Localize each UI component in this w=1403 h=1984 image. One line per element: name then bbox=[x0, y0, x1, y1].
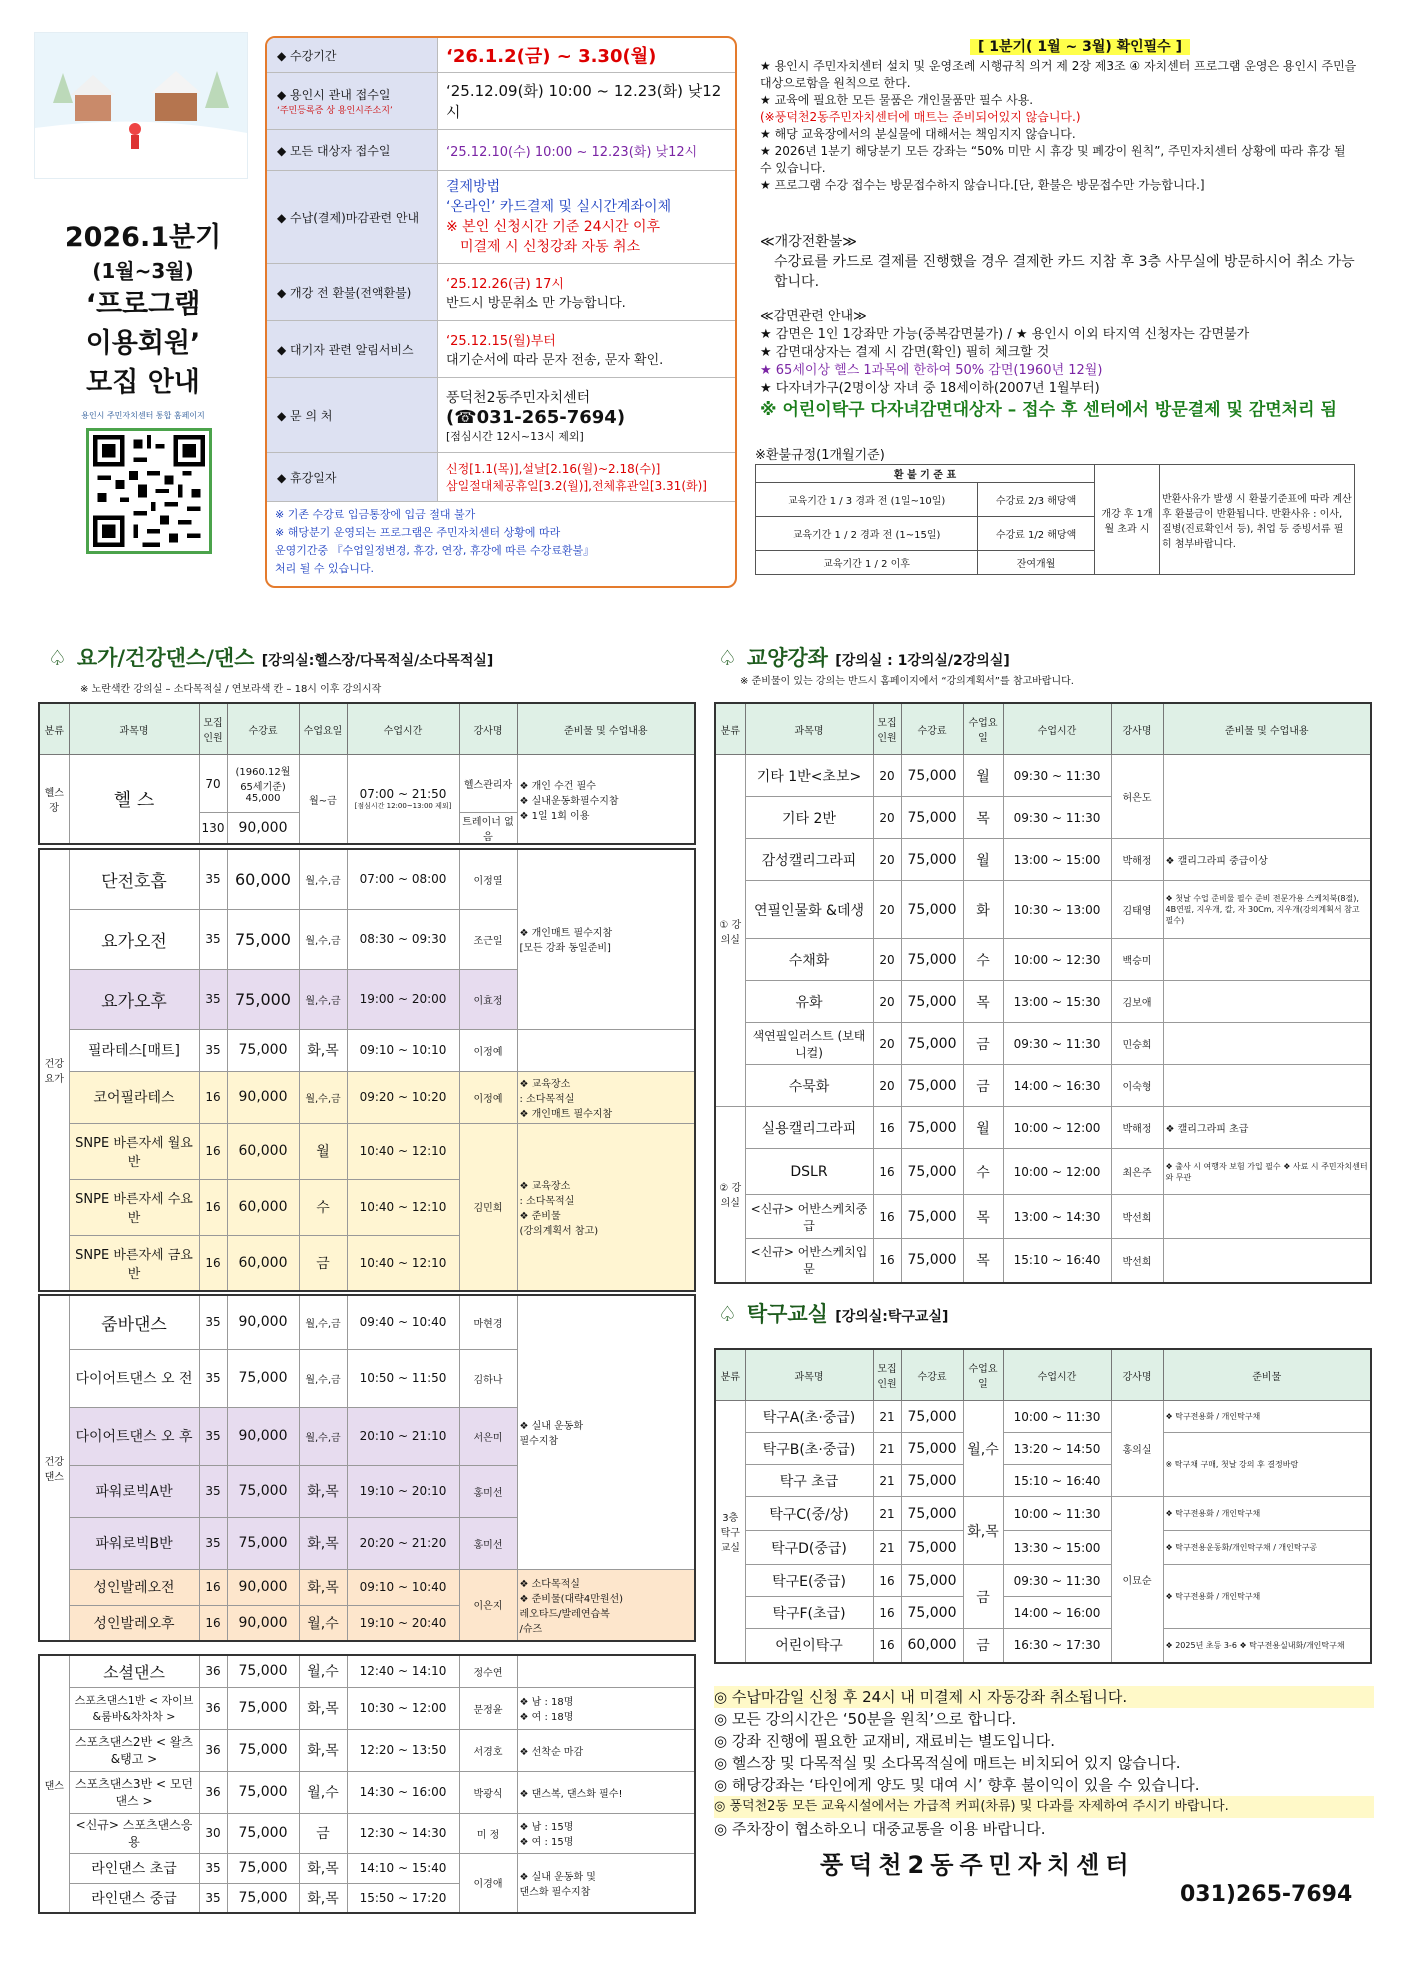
table-row: ② 강의실 실용캘리그라피 16 75,000 월 10:00 ~ 12:00 박해정 ❖ 캘리그라피 초급 bbox=[715, 1107, 1371, 1149]
info-box bbox=[265, 36, 737, 588]
info-label: ◆ 수강기간 bbox=[267, 38, 438, 72]
table-row: 요가오전 35 75,000 월,수,금 08:30 ~ 09:30 조근일 bbox=[39, 909, 695, 969]
table-row: <신규> 스포츠댄스응용 30 75,000 금 12:30 ~ 14:30 미 정 ❖ 남 : 15명 ❖ 여 : 15명 bbox=[39, 1813, 695, 1853]
table-row: 색연필일러스트 (보태니컬) 20 75,000 금 09:30 ~ 11:30 민승희 bbox=[715, 1023, 1371, 1065]
bottom-notes: ◎ 수납마감일 신청 후 24시 내 미결제 시 자동강좌 취소됩니다. ◎ 모든 강의시간은 ‘50분을 원칙’으로 합니다. ◎ 강좌 진행에 필요한 교재비, 재료비는 별도입니다. ◎ 헬스장 및 다목적실 및 소다목적실에 매트는 비치되어 있지 않습니다. ◎ 해당강좌는 ‘타인에게 양도 및 대여 시’ 향후 불이익이 있을 수 있습니다. ◎ 풍덕천2동 모든 교육시설에서는 가급적 커피(차류) 및 다과를 자제하여 주시기 바랍니다. ◎ 주차장이 협소하오니 대중교통을 이용 바랍니다. bbox=[714, 1686, 1374, 1840]
info-label: ◆ 대기자 관련 알림서비스 bbox=[267, 321, 438, 377]
table-row: SNPE 바른자세 월요반 16 60,000 월 10:40 ~ 12:10 김민희 ❖ 교육장소 : 소다목적실 ❖ 준비물 (강의계획서 참고) bbox=[39, 1123, 695, 1179]
title-line: (1월~3월) bbox=[92, 259, 194, 283]
info-row-period bbox=[267, 38, 735, 73]
refund-section: ≪개강전환불≫ 수강료를 카드로 결제를 진행했을 경우 결제한 카드 지참 후 3층 사무실에 방문하시어 취소 가능합니다. bbox=[760, 234, 1355, 290]
table-row: 감성캘리그라피 20 75,000 월 13:00 ~ 15:00 박해정 ❖ 캘리그라피 중급이상 bbox=[715, 839, 1371, 881]
table-row: 3층 탁구교실 탁구A(초·중급) 21 75,000 월,수 10:00 ~ 11:30 홍의실 ❖ 탁구전용화 / 개인탁구채 bbox=[715, 1401, 1371, 1433]
culture-heading: ♤ 교양강좌 [강의실 : 1강의실/2강의실] bbox=[718, 646, 1010, 670]
tt-table: 분류 과목명 모집인원 수강료 수업요일 수업시간 강사명 준비물 3층 탁구교실 탁구A(초·중급) 21 75,000 월,수 10:00 ~ 11:30 홍의실 ❖ 탁구전용화 / 개인탁구채 탁구B(초·중급) 21 75,000 13:20 ~ 14:50 ※ 탁구채 구매, 첫날 강의 후 결정바람 탁구 초급 21 75,000 15:10 ~ 16:40 탁구C(중/상) 21 75,000 화,목 10:00 ~ 11:30 이묘순 ❖ 탁구전용화 / 개인탁구채 탁구D(중급) 21 75,000 13:30 ~ 15:00 ❖ 탁구전용운동화/개인탁구채 / 개인탁구공 탁구E(중급) 16 75,000 금 09:30 ~ 11:30 ❖ 탁구전용화 / 개인탁구채 탁구F(초급) 16 75,000 14:00 ~ 16:00 어린이탁구 16 60,000 금 16:30 ~ 17:30 ❖ 2025년 초등 3-6 ❖ 탁구전용실내화/개인탁구채 bbox=[714, 1348, 1372, 1664]
info-label: ◆ 문 의 처 bbox=[267, 378, 438, 452]
refund-table: 환 불 기 준 표 개강 후 1개월 초과 시 반환사유가 발생 시 환불기준표에 따라 계산 후 환불금이 반환됩니다. 반환사유 : 이사, 질병(진료확인서 등), 취업 등 증빙서류 필히 첨부바랍니다. 교육기간 1 / 3 경과 전 (1일~10일) 수강료 2/3 해당액 교육기간 1 / 2 경과 전 (1~15일) 수강료 1/2 해당액 교육기간 1 / 2 이후 잔여개월 bbox=[755, 464, 1355, 575]
table-row: 기타 2반 20 75,000 목 09:30 ~ 11:30 bbox=[715, 797, 1371, 839]
table-row: 스포츠댄스2반 < 왈츠&탱고 > 36 75,000 화,목 12:20 ~ 13:50 서경호 ❖ 선착순 마감 bbox=[39, 1729, 695, 1771]
title-line: ‘프로그램 bbox=[85, 289, 201, 320]
info-notes: ※ 기존 수강료 입금통장에 입금 절대 불가 ※ 해당분기 운영되는 프로그램은 주민자치센터 상황에 따라 운영기간중 『수업일정변경, 휴강, 연장, 휴강에 따른 수강료환불』 처리 될 수 있습니다. bbox=[275, 508, 595, 575]
table-row: 탁구F(초급) 16 75,000 14:00 ~ 16:00 bbox=[715, 1597, 1371, 1629]
homepage-label: 용인시 주민자치센터 통합 홈페이지 bbox=[81, 411, 205, 420]
info-row-refund bbox=[267, 264, 735, 321]
spade-icon: ♤ bbox=[48, 646, 67, 670]
table-row: <신규> 어반스케치입문 16 75,000 목 15:10 ~ 16:40 박선희 bbox=[715, 1239, 1371, 1283]
info-row-all bbox=[267, 130, 735, 171]
yoga-table-2 bbox=[38, 848, 696, 1292]
info-row-waitlist bbox=[267, 321, 735, 378]
table-row: 파워로빅B반 35 75,000 화,목 20:20 ~ 21:20 홍미선 bbox=[39, 1517, 695, 1569]
info-label: ◆ 수납(결제)마감관련 안내 bbox=[267, 171, 438, 263]
table-row: 요가오후 35 75,000 월,수,금 19:00 ~ 20:00 이효정 bbox=[39, 969, 695, 1029]
info-value: 신정[1.1(목)],설날[2.16(월)~2.18(수)] 삼일절대체공휴일[3.2(월)],전체휴관일[3.31(화)] bbox=[446, 462, 707, 493]
table-row: 라인댄스 중급 35 75,000 화,목 15:50 ~ 17:20 bbox=[39, 1883, 695, 1913]
table-row: 다이어트댄스 오 전 35 75,000 월,수,금 10:50 ~ 11:50 김하나 bbox=[39, 1349, 695, 1407]
info-value: 결제방법 ‘온라인’ 카드결제 및 실시간계좌이체 ※ 본인 신청시간 기준 24시간 이후 미결제 시 신청강좌 자동 취소 bbox=[446, 179, 672, 255]
table-row: 유화 20 75,000 목 13:00 ~ 15:30 김보애 bbox=[715, 981, 1371, 1023]
yoga-heading: ♤ 요가/건강댄스/댄스 [강의실:헬스장/다목적실/소다목적실] bbox=[48, 646, 494, 670]
info-label: ◆ 개강 전 환불(전액환불) bbox=[267, 264, 438, 320]
notice-list: ★ 용인시 주민자치센터 설치 및 운영조례 시행규칙 의거 제 2장 제3조 ④ 자치센터 프로그램 운영은 용인시 주민을 대상으로함을 원칙으로 한다. ★ 교육에 필요한 모든 물품은 개인물품만 필수 사용. (※풍덕천2동주민자치센터에 매트는 준비되어있지 않습니다.) ★ 해당 교육장에서의 분실물에 대해서는 책임지지 않습니다. ★ 2026년 1분기 해당분기 모든 강좌는 “50% 미만 시 휴강 및 폐강이 원칙”, 주민자치센터 상황에 따라 휴강 될 수 있습니다. ★ 프로그램 수강 접수는 방문접수하지 않습니다.[단, 환불은 방문접수만 가능합니다.] bbox=[760, 59, 1357, 192]
table-row: 탁구D(중급) 21 75,000 13:30 ~ 15:00 ❖ 탁구전용운동화/개인탁구채 / 개인탁구공 bbox=[715, 1531, 1371, 1565]
table-row: DSLR 16 75,000 수 10:00 ~ 12:00 최은주 ❖ 출사 시 여행자 보험 가입 필수 ❖ 사료 시 주민자치센터와 무관 bbox=[715, 1149, 1371, 1195]
table-row: ① 강의실 기타 1반<초보> 20 75,000 월 09:30 ~ 11:30 허은도 bbox=[715, 755, 1371, 797]
title-line: 모집 안내 bbox=[86, 367, 200, 398]
table-row: <신규> 어반스케치중급 16 75,000 목 13:00 ~ 14:30 박선희 bbox=[715, 1195, 1371, 1239]
title-line: 2026.1분기 bbox=[64, 222, 222, 253]
tt-heading: ♤ 탁구교실 [강의실:탁구교실] bbox=[718, 1302, 949, 1326]
center-tel[interactable]: 031)265-7694 bbox=[1180, 1882, 1353, 1907]
info-value: ‘25.12.26(금) 17시 반드시 방문취소 만 가능합니다. bbox=[446, 277, 626, 311]
table-row: 탁구 초급 21 75,000 15:10 ~ 16:40 bbox=[715, 1465, 1371, 1497]
culture-table: 분류 과목명 모집인원 수강료 수업요일 수업시간 강사명 준비물 및 수업내용 ① 강의실 기타 1반<초보> 20 75,000 월 09:30 ~ 11:30 허은도 기타 2반 20 75,000 목 09:30 ~ 11:30 감성캘리그라피 20 75,000 월 13:00 ~ 15:00 박해정 ❖ 캘리그라피 중급이상 연필인물화 &데생 20 75,000 화 10:30 ~ 13:00 김태영 ❖ 첫날 수업 준비물 필수 준비 전문가용 스케치북(8절), 4B연필, 지우개, 칼, 자 30Cm, 지우개(강의계획서 참고 필수) 수채화 20 75,000 수 10:00 ~ 12:30 백승미 유화 20 75,000 목 13:00 ~ 15:30 김보애 색연필일러스트 (보태니컬) 20 75,000 금 09:30 ~ 11:30 민승희 수묵화 20 75,000 금 14:00 ~ 16:30 이숙형 ② 강의실 실용캘리그라피 16 75,000 월 10:00 ~ 12:00 박해정 ❖ 캘리그라피 초급 DSLR 16 75,000 수 10:00 ~ 12:00 최은주 ❖ 출사 시 여행자 보험 가입 필수 ❖ 사료 시 주민자치센터와 무관 <신규> 어반스케치중급 16 75,000 목 13:00 ~ 14:30 박선희 <신규> 어반스케치입문 16 75,000 목 15:10 ~ 16:40 박선희 bbox=[714, 702, 1372, 1284]
quarter-heading: [ 1분기( 1월 ~ 3월) 확인필수 ] bbox=[800, 36, 1360, 56]
table-row: 스포츠댄스3반 < 모던댄스 > 36 75,000 월,수 14:30 ~ 16:00 박광식 ❖ 댄스복, 댄스화 필수! bbox=[39, 1771, 695, 1813]
qr-code[interactable] bbox=[86, 428, 212, 554]
info-row-yongin bbox=[267, 73, 735, 130]
table-row: 130 90,000 트레이너 없음 bbox=[39, 813, 695, 845]
info-label: ◆ 용인시 관내 접수일 ‘주민등록증 상 용인시주소지’ bbox=[267, 73, 438, 129]
winter-illustration bbox=[34, 32, 248, 179]
refund-rule-title: ※환불규정(1개월기준) bbox=[755, 448, 885, 463]
table-row: 건강요가 단전호흡 35 60,000 월,수,금 07:00 ~ 08:00 이정열 ❖ 개인매트 필수지참 [모든 강좌 동일준비] bbox=[39, 849, 695, 909]
info-label: ◆ 휴강일자 bbox=[267, 453, 438, 501]
table-row: 다이어트댄스 오 후 35 90,000 월,수,금 20:10 ~ 21:10 서은미 bbox=[39, 1407, 695, 1465]
yoga-table: 분류 과목명 모집인원 수강료 수업요일 수업시간 강사명 준비물 및 수업내용 헬스장 헬 스 70 (1960.12월 65세기준) 45,000 월~금 07:00 ~ 21:50 [점심시간 12:00~13:00 제외] 헬스관리자 ❖ 개인 수건 필수 ❖ 실내운동화필수지참 ❖ 1일 1회 이용 130 90,000 트레이너 없음 bbox=[38, 702, 696, 845]
table-row: 탁구E(중급) 16 75,000 금 09:30 ~ 11:30 ❖ 탁구전용화 / 개인탁구채 bbox=[715, 1565, 1371, 1597]
table-row: 수묵화 20 75,000 금 14:00 ~ 16:30 이숙형 bbox=[715, 1065, 1371, 1107]
spade-icon: ♤ bbox=[718, 1302, 737, 1326]
dance-table bbox=[38, 1294, 696, 1642]
spade-icon: ♤ bbox=[718, 646, 737, 670]
title-line: 이용회원’ bbox=[85, 328, 201, 359]
dance2-table bbox=[38, 1654, 696, 1914]
table-row: 라인댄스 초급 35 75,000 화,목 14:10 ~ 15:40 이경애 ❖ 실내 운동화 및 댄스화 필수지참 bbox=[39, 1853, 695, 1883]
table-row: 성인발레오전 16 90,000 화,목 09:10 ~ 10:40 이은지 ❖ 소다목적실 ❖ 준비물(대략4만원선) 레오타드/발레연습복 /슈즈 bbox=[39, 1569, 695, 1605]
info-label: ◆ 모든 대상자 접수일 bbox=[267, 130, 438, 170]
table-row: 필라테스[매트] 35 75,000 화,목 09:10 ~ 10:10 이정예 bbox=[39, 1029, 695, 1071]
table-row: 성인발레오후 16 90,000 월,수 19:10 ~ 20:40 bbox=[39, 1605, 695, 1641]
info-value: ‘25.12.15(월)부터 대기순서에 따라 문자 전송, 문자 확인. bbox=[446, 334, 664, 368]
table-row: 수채화 20 75,000 수 10:00 ~ 12:30 백승미 bbox=[715, 939, 1371, 981]
table-row: 댄스 소셜댄스 36 75,000 월,수 12:40 ~ 14:10 정수연 bbox=[39, 1655, 695, 1687]
info-row-contact bbox=[267, 378, 735, 453]
table-row: 파워로빅A반 35 75,000 화,목 19:10 ~ 20:10 홍미선 bbox=[39, 1465, 695, 1517]
table-row: 건강댄스 줌바댄스 35 90,000 월,수,금 09:40 ~ 10:40 마현경 ❖ 실내 운동화 필수지참 bbox=[39, 1295, 695, 1349]
culture-note: ※ 준비물이 있는 강의는 반드시 홈페이지에서 “강의계획서”를 참고바랍니다. bbox=[740, 676, 1074, 687]
table-row: 스포츠댄스1반 < 자이브&룸바&차차차 > 36 75,000 화,목 10:30 ~ 12:00 문정윤 ❖ 남 : 18명 ❖ 여 : 18명 bbox=[39, 1687, 695, 1729]
info-value: ‘25.12.09(화) 10:00 ~ 12.23(화) 낮12시 bbox=[446, 82, 722, 121]
info-value: ‘25.12.10(수) 10:00 ~ 12.23(화) 낮12시 bbox=[446, 144, 698, 160]
info-row-payment bbox=[267, 171, 735, 264]
page-title bbox=[40, 218, 246, 402]
table-row: 탁구C(중/상) 21 75,000 화,목 10:00 ~ 11:30 이묘순 ❖ 탁구전용화 / 개인탁구채 bbox=[715, 1497, 1371, 1531]
yoga-note: ※ 노란색칸 강의실 – 소다목적실 / 연보라색 칸 – 18시 이후 강의시작 bbox=[80, 684, 382, 695]
discount-section: ≪감면관련 안내≫ ★ 감면은 1인 1강좌만 가능(중복감면불가) / ★ 용인시 이외 타지역 신청자는 감면불가 ★ 감면대상자는 결제 시 감면(확인) 필히 체크할 것 ★ 65세이상 헬스 1과목에 한하여 50% 감면(1960년 12월) ★ 다자녀가구(2명이상 자녀 중 18세이하(2007년 1월부터) ※ 어린이탁구 다자녀감면대상자 – 접수 후 센터에서 방문결제 및 감면처리 됨 bbox=[760, 309, 1337, 420]
info-value: 풍덕천2동주민자치센터 (☎031-265-7694) [점심시간 12시~13시 제외] bbox=[446, 389, 626, 443]
table-row: 어린이탁구 16 60,000 금 16:30 ~ 17:30 ❖ 2025년 초등 3-6 ❖ 탁구전용실내화/개인탁구채 bbox=[715, 1629, 1371, 1663]
table-row: 헬스장 헬 스 70 (1960.12월 65세기준) 45,000 월~금 07:00 ~ 21:50 [점심시간 12:00~13:00 제외] 헬스관리자 ❖ 개인 수건 필수 ❖ 실내운동화필수지참 ❖ 1일 1회 이용 bbox=[39, 755, 695, 813]
table-row: 코어필라테스 16 90,000 월,수,금 09:20 ~ 10:20 이정예 ❖ 교육장소 : 소다목적실 ❖ 개인매트 필수지참 bbox=[39, 1071, 695, 1123]
table-row: SNPE 바른자세 금요반 16 60,000 금 10:40 ~ 12:10 bbox=[39, 1235, 695, 1291]
center-name: 풍덕천2동주민자치센터 bbox=[820, 1851, 1135, 1879]
table-row: 탁구B(초·중급) 21 75,000 13:20 ~ 14:50 ※ 탁구채 구매, 첫날 강의 후 결정바람 bbox=[715, 1433, 1371, 1465]
info-row-holiday bbox=[267, 453, 735, 502]
table-row: 연필인물화 &데생 20 75,000 화 10:30 ~ 13:00 김태영 ❖ 첫날 수업 준비물 필수 준비 전문가용 스케치북(8절), 4B연필, 지우개, 칼, 자 30Cm, 지우개(강의계획서 참고 필수) bbox=[715, 881, 1371, 939]
table-row: SNPE 바른자세 수요반 16 60,000 수 10:40 ~ 12:10 bbox=[39, 1179, 695, 1235]
info-value: ‘26.1.2(금) ~ 3.30(월) bbox=[446, 46, 657, 67]
